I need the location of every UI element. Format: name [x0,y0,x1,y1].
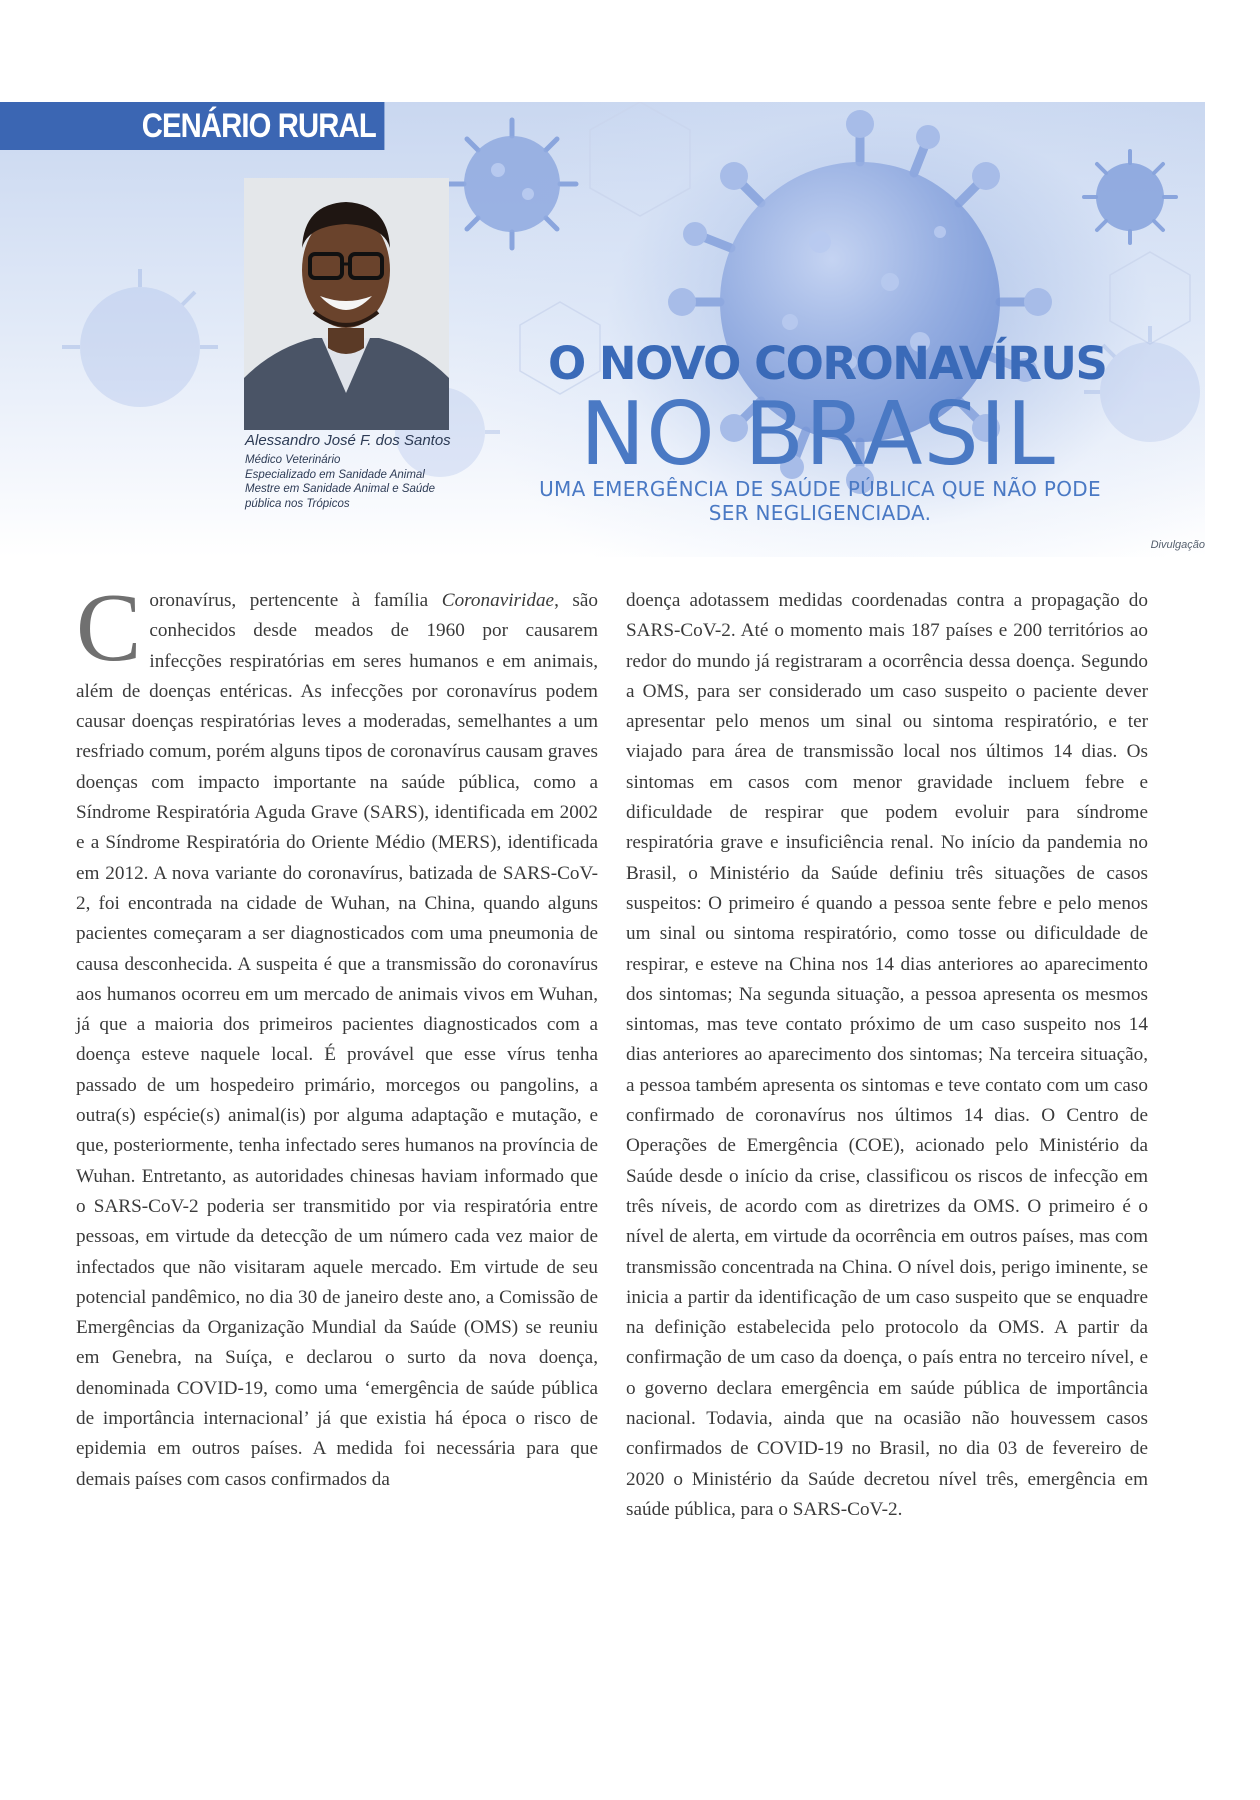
headline-line2: NO BRASIL [580,383,1056,485]
virus-faint-icon [62,269,218,407]
author-name: Alessandro José F. dos Santos [245,432,451,449]
drop-cap: C [76,574,142,682]
section-tag: CENÁRIO RURAL [0,102,384,150]
article-column-left [76,574,599,1495]
author-credentials: Médico Veterinário Especializado em Sanidade Animal Mestre em Sanidade Animal e Saúde pública nos Trópicos [245,454,436,510]
virus-small-icon [1084,151,1176,243]
virus-medium-icon [448,120,576,248]
header-banner [0,102,1205,557]
article-body-right: doença adotassem medidas coordenadas contra a propagação do SARS-CoV-2. Até o momento mais 187 países e 200 territórios ao redor do mundo já registraram a ocorrência dessa doença. Segundo a OMS, para ser considerado um caso suspeito o paciente dever apresentar pelo menos um sinal ou sintoma respiratório, e ter viajado para área de transmissão local nos últimos 14 dias. Os sintomas em casos com menor gravidade incluem febre e dificuldade de respirar que podem evoluir para síndrome respiratória grave e insuficiência renal. No início da pandemia no Brasil, o Ministério da Saúde definiu três situações de casos suspeitos: O primeiro é quando a pessoa sente febre e pelo menos um sinal ou sintoma respiratório, como tosse ou dificuldade de respirar, e esteve na China nos 14 dias anteriores ao aparecimento dos sintomas; Na segunda situação, a pessoa apresenta os mesmos sintomas, mas teve contato próximo de um caso suspeito nos 14 dias anteriores ao aparecimento dos sintomas; Na terceira situação, a pessoa também apresenta os sintomas e teve contato com um caso confirmado de coronavírus nos últimos 14 dias. O Centro de Operações de Emergência (COE), acionado pelo Ministério da Saúde desde o início da crise, classificou os riscos de infecção em três níveis, de acordo com as diretrizes da OMS. O primeiro é o nível de alerta, em virtude da ocorrência em outros países, mas com transmissão concentrada na China. O nível dois, perigo iminente, se inicia a partir da identificação de um caso suspeito que se enquadre na definição estabelecida pelo protocolo da OMS. A partir da confirmação de um caso da doença, o país entra no terceiro nível, e o governo declara emergência em saúde pública de importância nacional. Todavia, ainda que na ocasião não houvessem casos confirmados de COVID-19 no Brasil, no dia 03 de fevereiro de 2020 o Ministério da Saúde decretou nível três, emergência em saúde pública, para o SARS-CoV-2. [626,590,1148,1520]
headline-line1: O NOVO CORONAVÍRUS [548,337,1107,390]
family-name: Coronaviridae [441,590,555,611]
article-body-left: , são conhecidos desde meados de 1960 por causarem infecções respiratórias em seres humanos e em animais, além de doenças entéricas. As infecções por coronavírus podem causar doenças respiratórias leves a moderadas, semelhantes a um resfriado comum, porém alguns tipos de coronavírus causam graves doenças com impacto importante na saúde pública, como a Síndrome Respiratória Aguda Grave (SARS), identificada em 2002 e a Síndrome Respiratória do Oriente Médio (MERS), identificada em 2012. A nova variante do coronavírus, batizada de SARS-CoV-2, foi encontrada na cidade de Wuhan, na China, quando alguns pacientes começaram a ser diagnosticados com uma pneumonia de causa desconhecida. A suspeita é que a transmissão do coronavírus aos humanos ocorreu em um mercado de animais vivos em Wuhan, já que a maioria dos primeiros pacientes diagnosticados com a doença esteve naquele local. É provável que esse vírus tenha passado de um hospedeiro primário, morcegos ou pangolins, a outra(s) espécie(s) animal(is) por alguma adaptação e mutação, e que, posteriormente, tenha infectado seres humanos na província de Wuhan. Entretanto, as autoridades chinesas haviam informado que o SARS-CoV-2 poderia ser transmitido por via respiratória entre pessoas, em virtude da detecção de um número cada vez maior de infectados que não visitaram aquele mercado. Em virtude de seu potencial pandêmico, no dia 30 de janeiro deste ano, a Comissão de Emergências da Organização Mundial da Saúde (OMS) se reuniu em Genebra, na Suíça, e declarou o surto da nova doença, denominada COVID-19, como uma ‘emergência de saúde pública de importância internacional’ já que existia há época o risco de epidemia em outros países. A medida foi necessária para que demais países com casos confirmados da [76,590,599,1490]
headline-subtitle: UMA EMERGÊNCIA DE SAÚDE PÚBLICA QUE NÃO PODE SER NEGLIGENCIADA. [539,477,1101,525]
article-column-right [626,586,1148,1525]
article-intro: oronavírus, pertencente à família [149,590,442,611]
image-credit: Divulgação [1150,539,1205,551]
author-photo [244,178,449,430]
